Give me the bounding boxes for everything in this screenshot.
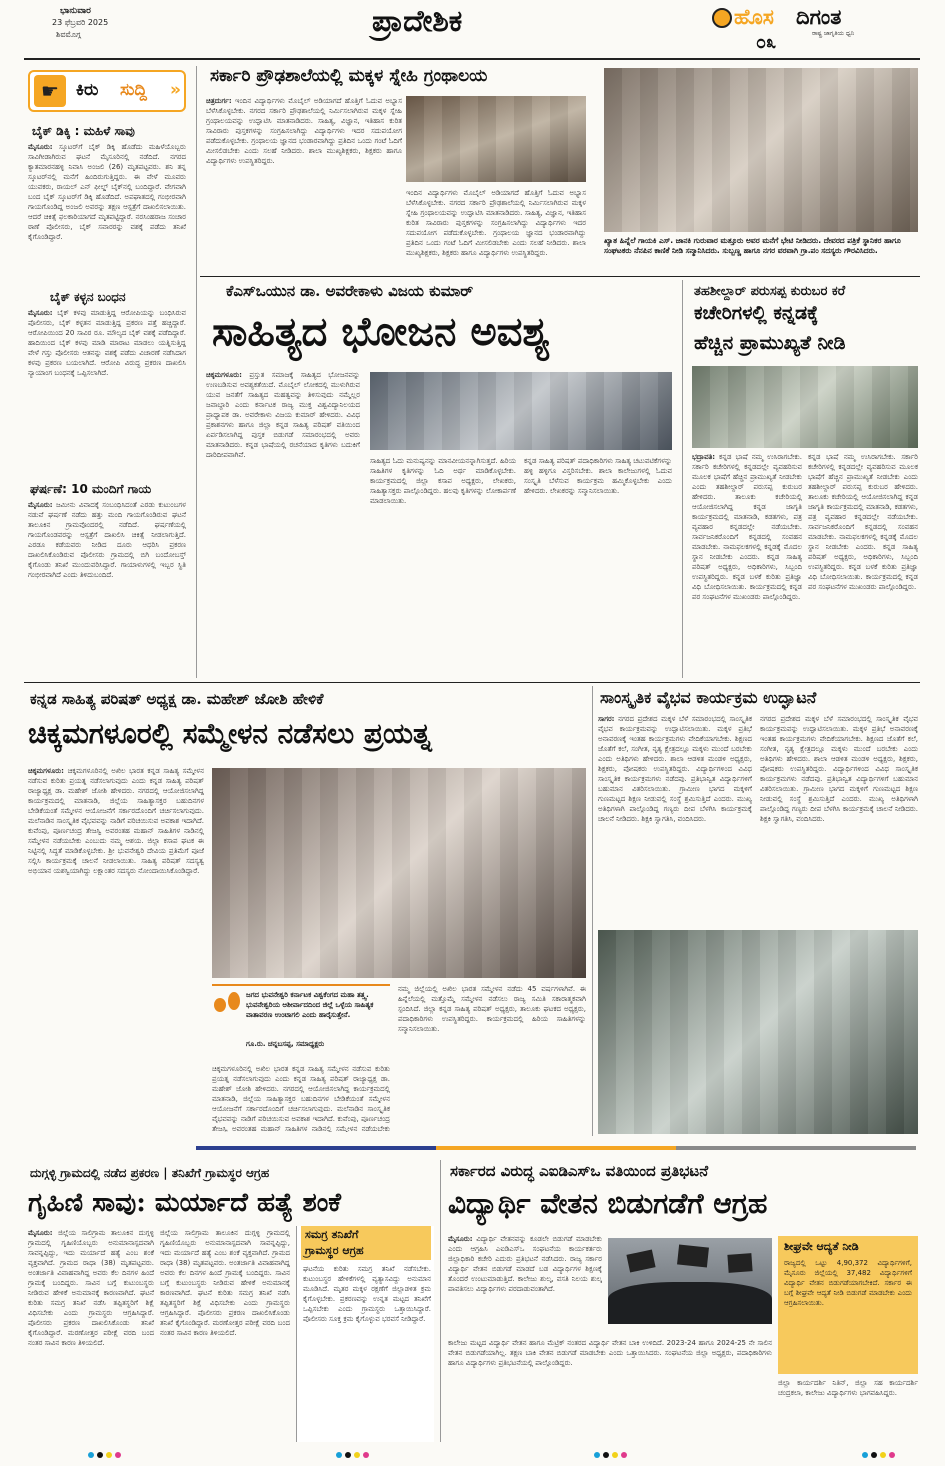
chikkamagaluru-kicker: ಕನ್ನಡ ಸಾಹಿತ್ಯ ಪರಿಷತ್ ಅಧ್ಯಕ್ಷ ಡಾ. ಮಹೇಶ್ ಜೋಶಿ ಹೇಳಿಕೆ [30,690,324,708]
aidso-body-col2 [448,1338,772,1442]
brief-place: ಮೈಸೂರು: [28,309,53,317]
sahitya-text: ಸಾಹಿತ್ಯದ ಓದು ಮನುಷ್ಯನನ್ನು ಮಾನವೀಯನನ್ನಾಗಿಸುತ್ತದೆ. ಹಿರಿಯ ಸಾಹಿತಿಗಳ ಕೃತಿಗಳನ್ನು ಓದಿ ಅರ್ಥ ಮಾಡಿಕೊಳ್ಳಬೇಕು. ಕಾರ್ಯಕ್ರಮದಲ್ಲಿ ಜಿಲ್ಲಾ ಕಸಾಪ ಅಧ್ಯಕ್ಷರು, ಲೇಖಕರು, ಸಾಹಿತ್ಯಾಸಕ್ತರು ಪಾಲ್ಗೊಂಡಿದ್ದರು. ಹಲವು ಕೃತಿಗಳನ್ನು ಲೋಕಾರ್ಪಣೆ ಮಾಡಲಾಯಿತು. [370,457,516,505]
masthead-rule [24,58,920,60]
chikkamagaluru-text: ಚಿಕ್ಕಮಗಳೂರಿನಲ್ಲಿ ಅಖಿಲ ಭಾರತ ಕನ್ನಡ ಸಾಹಿತ್ಯ ಸಮ್ಮೇಳನ ನಡೆಸುವ ಕುರಿತು ಪ್ರಯತ್ನ ನಡೆಸಲಾಗುವುದು ಎಂದು ಕನ್ನಡ ಸಾಹಿತ್ಯ ಪರಿಷತ್ ರಾಜ್ಯಾಧ್ಯಕ್ಷ ಡಾ. ಮಹೇಶ್ ಜೋಶಿ ಹೇಳಿದರು. ನಗರದಲ್ಲಿ ಆಯೋಜಿಸಲಾಗಿದ್ದ ಕಾರ್ಯಕ್ರಮದಲ್ಲಿ ಮಾತನಾಡಿ, ಜಿಲ್ಲೆಯ ಸಾಹಿತ್ಯಾಸಕ್ತರ ಬಹುದಿನಗಳ ಬೇಡಿಕೆಯಂತೆ ಸಮ್ಮೇಳನ ಆಯೋಜನೆಗೆ ಸರ್ಕಾರದೊಂದಿಗೆ ಚರ್ಚಿಸಲಾಗುವುದು. ಮಲೆನಾಡಿನ ಸಾಂಸ್ಕೃತಿಕ ವೈಭವವನ್ನು ನಾಡಿಗೆ ಪರಿಚಯಿಸುವ ಅವಕಾಶ ಇದಾಗಿದೆ. ಕುವೆಂಪು, ಪೂರ್ಣಚಂದ್ರ ತೇಜಸ್ವಿ ಅವರಂತಹ ಮಹಾನ್ ಸಾಹಿತಿಗಳ ನಾಡಿನಲ್ಲಿ ಸಮ್ಮೇಳನ ನಡೆಯಬೇಕು ಎಂಬುದು ನಮ್ಮ ಆಶಯ. ಜಿಲ್ಲಾ ಕಸಾಪ ಘಟಕ ಈ ನಿಟ್ಟಿನಲ್ಲಿ ಸಿದ್ಧತೆ ಮಾಡಿಕೊಳ್ಳಬೇಕು. ಶ್ರೀ ಭುವನೇಶ್ವರಿ ದೇವಿಯ ಪ್ರತಿಮೆಗೆ ಪೂಜೆ ಸಲ್ಲಿಸಿ ಕಾರ್ಯಕ್ರಮಕ್ಕೆ ಚಾಲನೆ ನೀಡಲಾಯಿತು. ಸಾಹಿತ್ಯ ಪರಿಷತ್ ಸದಸ್ಯತ್ವ ಅಭಿಯಾನ ಯಶಸ್ವಿಯಾಗಿದ್ದು ಲಕ್ಷಾಂತರ ಸದಸ್ಯರು ನೋಂದಾಯಿಸಿಕೊಂಡಿದ್ದಾರೆ. [28,767,204,875]
chikkamagaluru-body-col2 [212,1064,390,1132]
felicitation-caption: ಖ್ಯಾತ ಹಿನ್ನೆಲೆ ಗಾಯಕಿ ಎಸ್. ಜಾನಕಿ ಗುರುವಾರ ಮತ್ತೂರು ಅವರ ಮನೆಗೆ ಭೇಟಿ ನೀಡಿದರು. ದೇವರದ ಪತ್ರಿಕೆ ಸ್ಥಾನಿಕರ ಹಾಗೂ ಸಂಘಟಕರು ನೆನಪಿನ ಕಾಣಿಕೆ ನೀಡಿ ಸನ್ಮಾನಿಸಿದರು. ಸುಬ್ಬಣ್ಣ ಹಾಗೂ ನಗರ ವರವಾಗಿ ಗ್ರಾ.ಪಂ ಸದಸ್ಯರು ಗೌರವಿಸಿದರು. [604,236,901,255]
chikkamagaluru-text: ನಮ್ಮ ಜಿಲ್ಲೆಯಲ್ಲಿ ಅಖಿಲ ಭಾರತ ಸಮ್ಮೇಳನ ನಡೆದು 45 ವರ್ಷಗಳಾಗಿವೆ. ಈ ಹಿನ್ನೆಲೆಯಲ್ಲಿ ಮತ್ತೊಮ್ಮೆ ಸಮ್ಮೇಳನ ನಡೆಸಲು ರಾಜ್ಯ ಸಮಿತಿ ಸಕಾರಾತ್ಮಕವಾಗಿ ಸ್ಪಂದಿಸಿದೆ. ಜಿಲ್ಲಾ ಕನ್ನಡ ಸಾಹಿತ್ಯ ಪರಿಷತ್ ಅಧ್ಯಕ್ಷರು, ತಾಲೂಕು ಘಟಕದ ಅಧ್ಯಕ್ಷರು, ಪದಾಧಿಕಾರಿಗಳು ಉಪಸ್ಥಿತರಿದ್ದರು. ಕಾರ್ಯಕ್ರಮದಲ್ಲಿ ಹಿರಿಯ ಸಾಹಿತಿಗಳನ್ನು ಸನ್ಮಾನಿಸಲಾಯಿತು. [398,985,586,1033]
registration-dots [862,1452,895,1458]
gruhini-body-col2 [160,1228,290,1442]
brief-headline: ಘರ್ಷಣೆ: 10 ಮಂದಿಗೆ ಗಾಯ [30,482,152,496]
tahsildar-text: ಕನ್ನಡ ಭಾಷೆ ನಮ್ಮ ಉಸಿರಾಗಬೇಕು. ಸರ್ಕಾರಿ ಕಚೇರಿಗಳಲ್ಲಿ ಕನ್ನಡದಲ್ಲೇ ವ್ಯವಹರಿಸುವ ಮೂಲಕ ಭಾಷೆಗೆ ಹೆಚ್ಚಿನ ಪ್ರಾಮುಖ್ಯತೆ ನೀಡಬೇಕು ಎಂದು ತಹಶೀಲ್ದಾರ್ ಪರುಸಪ್ಪ ಕುರುಬರ ಹೇಳಿದರು. ತಾಲೂಕು ಕಚೇರಿಯಲ್ಲಿ ಆಯೋಜಿಸಲಾಗಿದ್ದ ಕನ್ನಡ ಜಾಗೃತಿ ಕಾರ್ಯಕ್ರಮದಲ್ಲಿ ಮಾತನಾಡಿ, ಕಡತಗಳು, ಪತ್ರ ವ್ಯವಹಾರ ಕನ್ನಡದಲ್ಲೇ ನಡೆಯಬೇಕು. ಸಾರ್ವಜನಿಕರೊಂದಿಗೆ ಕನ್ನಡದಲ್ಲಿ ಸಂವಹನ ಮಾಡಬೇಕು. ನಾಮಫಲಕಗಳಲ್ಲಿ ಕನ್ನಡಕ್ಕೆ ಮೊದಲ ಸ್ಥಾನ ನೀಡಬೇಕು ಎಂದರು. ಕನ್ನಡ ಸಾಹಿತ್ಯ ಪರಿಷತ್ ಅಧ್ಯಕ್ಷರು, ಅಧಿಕಾರಿಗಳು, ಸಿಬ್ಬಂದಿ ಉಪಸ್ಥಿತರಿದ್ದರು. ಕನ್ನಡ ಬಳಕೆ ಕುರಿತು ಪ್ರತಿಜ್ಞಾ ವಿಧಿ ಬೋಧಿಸಲಾಯಿತು. ಕಾರ್ಯಕ್ರಮದಲ್ಲಿ ಕನ್ನಡ ಪರ ಸಂಘಟನೆಗಳ ಮುಖಂಡರು ಪಾಲ್ಗೊಂಡಿದ್ದರು. [808,453,918,591]
page-number: ೦೩ [756,32,777,53]
chikkamagaluru-text: ಚಿಕ್ಕಮಗಳೂರಿನಲ್ಲಿ ಅಖಿಲ ಭಾರತ ಕನ್ನಡ ಸಾಹಿತ್ಯ ಸಮ್ಮೇಳನ ನಡೆಸುವ ಕುರಿತು ಪ್ರಯತ್ನ ನಡೆಸಲಾಗುವುದು ಎಂದು ಕನ್ನಡ ಸಾಹಿತ್ಯ ಪರಿಷತ್ ರಾಜ್ಯಾಧ್ಯಕ್ಷ ಡಾ. ಮಹೇಶ್ ಜೋಶಿ ಹೇಳಿದರು. ನಗರದಲ್ಲಿ ಆಯೋಜಿಸಲಾಗಿದ್ದ ಕಾರ್ಯಕ್ರಮದಲ್ಲಿ ಮಾತನಾಡಿ, ಜಿಲ್ಲೆಯ ಸಾಹಿತ್ಯಾಸಕ್ತರ ಬಹುದಿನಗಳ ಬೇಡಿಕೆಯಂತೆ ಸಮ್ಮೇಳನ ಆಯೋಜನೆಗೆ ಸರ್ಕಾರದೊಂದಿಗೆ ಚರ್ಚಿಸಲಾಗುವುದು. ಮಲೆನಾಡಿನ ಸಾಂಸ್ಕೃತಿಕ ವೈಭವವನ್ನು ನಾಡಿಗೆ ಪರಿಚಯಿಸುವ ಅವಕಾಶ ಇದಾಗಿದೆ. ಕುವೆಂಪು, ಪೂರ್ಣಚಂದ್ರ ತೇಜಸ್ವಿ ಅವರಂತಹ ಮಹಾನ್ ಸಾಹಿತಿಗಳ ನಾಡಿನಲ್ಲಿ ಸಮ್ಮೇಳನ ನಡೆಯಬೇಕು [212,1065,390,1132]
sahitya-text: ಪ್ರಸ್ತುತ ಸಮಾಜಕ್ಕೆ ಸಾಹಿತ್ಯದ ಭೋಜನವನ್ನು ಉಣಬಡಿಸುವ ಅವಶ್ಯಕತೆಯಿದೆ. ಮೊಬೈಲ್ ಲೋಕದಲ್ಲಿ ಮುಳುಗಿರುವ ಯುವ ಜನತೆಗೆ ಸಾಹಿತ್ಯದ ಮಹತ್ವವನ್ನು ತಿಳಿಸುವುದು ನಮ್ಮೆಲ್ಲರ ಜವಾಬ್ದಾರಿ ಎಂದು ಕರ್ನಾಟಕ ರಾಜ್ಯ ಮುಕ್ತ ವಿಶ್ವವಿದ್ಯಾನಿಲಯದ ಪ್ರಾಧ್ಯಾಪಕ ಡಾ. ಅವರೇಕಾಳು ವಿಜಯ ಕುಮಾರ್ ಹೇಳಿದರು. ವಿವಿಧ ಪ್ರಕಾಶನಗಳು ಹಾಗೂ ಜಿಲ್ಲಾ ಕನ್ನಡ ಸಾಹಿತ್ಯ ಪರಿಷತ್ ವತಿಯಿಂದ ಏರ್ಪಡಿಸಲಾಗಿದ್ದ ಪುಸ್ತಕ ಬಿಡುಗಡೆ ಸಮಾರಂಭದಲ್ಲಿ ಅವರು ಮಾತನಾಡಿದರು. ಕನ್ನಡ ಭಾಷೆಯಲ್ಲಿ ರಚನೆಯಾದ ಕೃತಿಗಳು ಬದುಕಿಗೆ ದಾರಿದೀಪವಾಗಿವೆ. [206,371,360,459]
registration-dots [88,1452,121,1458]
sahitya-body-col2 [370,456,516,680]
aidso-body-col1 [448,1234,602,1338]
library-body-col2 [406,188,586,266]
tahsildar-headline-line2: ಕಚೇರಿಗಳಲ್ಲಿ ಕನ್ನಡಕ್ಕೆ [694,302,819,324]
aidso-sidebox-text: ರಾಜ್ಯದಲ್ಲಿ ಒಟ್ಟು 4,90,372 ವಿದ್ಯಾರ್ಥಿಗಳಿಗೆ, ಮೈಸೂರು ಜಿಲ್ಲೆಯಲ್ಲಿ 37,482 ವಿದ್ಯಾರ್ಥಿಗಳಿಗೆ ವಿದ್ಯಾರ್ಥಿ ವೇತನ ಬಿಡುಗಡೆಯಾಗಬೇಕಿದೆ. ಸರ್ಕಾರ ಈ ಬಗ್ಗೆ ಶೀಘ್ರವೇ ಆದ್ಯತೆ ನೀಡಿ ಬಿಡುಗಡೆ ಮಾಡಬೇಕು ಎಂದು ಆಗ್ರಹಿಸಲಾಯಿತು. [784,1259,912,1307]
brief-body [28,308,186,470]
brief-headline: ಬೈಕ್ ಡಿಕ್ಕಿ : ಮಹಿಳೆ ಸಾವು [32,124,135,138]
aidso-kicker: ಸರ್ಕಾರದ ವಿರುದ್ಧ ಎಐಡಿಎಸ್‌ಒ ವತಿಯಿಂದ ಪ್ರತಿಭಟನೆ [450,1162,709,1180]
gruhini-sidebox-header [301,1226,431,1260]
quote-box [212,984,390,1060]
paper-name-part2: ದಿಗಂತ [796,4,842,29]
protest-crowd [608,1282,772,1324]
gruhini-body-col1 [28,1228,154,1442]
book-release-photo [370,372,672,450]
brief-body [28,500,186,672]
brief-place: ಮೈಸೂರು: [28,501,53,509]
kirusuddi-banner [28,70,186,112]
column-divider [592,686,593,1136]
color-rule-blue [196,1146,436,1150]
samskritika-place: ಸಾಗರ: [598,715,615,723]
masthead-city: ಶಿವಮೊಗ್ಗ [56,30,81,39]
brief-text: ಬೈಕ್ ಕಳವು ಮಾಡುತ್ತಿದ್ದ ಆರೋಪಿಯನ್ನು ಬಂಧಿಸಿರುವ ಪೊಲೀಸರು, ಬೈಕ್ ಕಳ್ಳತನ ಮಾಡುತ್ತಿದ್ದ ಪ್ರಕರಣ ಪತ್ತೆ ಹಚ್ಚಿದ್ದಾರೆ. ಆರೋಪಿಯಿಂದ 20 ಸಾವಿರ ರೂ. ಮೌಲ್ಯದ ಬೈಕ್ ವಶಕ್ಕೆ ಪಡೆದಿದ್ದಾರೆ. ಹಾದಿಯಿಂದ ಬೈಕ್ ಕಳವು ಮಾಡಿ ಮಾರಾಟ ಮಾಡಲು ಯತ್ನಿಸುತ್ತಿದ್ದ ವೇಳೆ ಗಸ್ತು ಪೊಲೀಸರು ಆತನನ್ನು ವಶಕ್ಕೆ ಪಡೆದು ವಿಚಾರಣೆ ನಡೆಸಿದಾಗ ಕಳವು ಪ್ರಕರಣ ಬಯಲಾಗಿದೆ. ಆರೋಪಿ ವಿರುದ್ಧ ಪ್ರಕರಣ ದಾಖಲಿಸಿ ನ್ಯಾಯಾಂಗ ಬಂಧನಕ್ಕೆ ಒಪ್ಪಿಸಲಾಗಿದೆ. [28,309,186,377]
sidebox-title-line2: ಗ್ರಾಮಸ್ಥರ ಆಗ್ರಹ [305,1244,364,1257]
tahsildar-headline-line3: ಹೆಚ್ಚಿನ ಪ್ರಾಮುಖ್ಯತೆ ನೀಡಿ [694,332,846,354]
protest-placard-icon [727,1253,752,1273]
samskritika-body-col2 [760,714,918,926]
tahsildar-body-col1 [692,452,802,678]
sahitya-body-col3 [524,456,672,680]
library-place: ಚಿತ್ರದುರ್ಗ: [206,97,232,105]
section-rule [200,276,920,277]
samskritika-body-col1 [598,714,752,926]
column-divider [682,280,683,678]
cultural-event-photo [598,930,918,1134]
aidso-headline: ವಿದ್ಯಾರ್ಥಿ ವೇತನ ಬಿಡುಗಡೆಗೆ ಆಗ್ರಹ [448,1187,768,1220]
gruhini-headline: ಗೃಹಿಣಿ ಸಾವು: ಮರ್ಯಾದೆ ಹತ್ಯೆ ಶಂಕೆ [28,1188,342,1218]
color-rule-orange [436,1146,676,1150]
brief-text: ಸ್ಕೂಟರ್‌ಗೆ ಬೈಕ್ ಡಿಕ್ಕಿ ಹೊಡೆದು ಮಹಿಳೆಯೊಬ್ಬರು ಸಾವಿಗೀಡಾಗಿರುವ ಘಟನೆ ಮೈಸೂರಿನಲ್ಲಿ ನಡೆದಿದೆ. ನಗರದ ಕ್ಯಾತಮಾರನಹಳ್ಳಿ ನಿವಾಸಿ ಅಂಜಲಿ (26) ಮೃತಪಟ್ಟವರು. ಶನಿ ತನ್ನ ಸ್ಕೂಟರ್‌ನಲ್ಲಿ ಮನೆಗೆ ಹಿಂದಿರುಗುತ್ತಿದ್ದರು. ಈ ವೇಳೆ ಮೂವರು ಯುವಕರು, ರಾಯಲ್ ಎನ್ ಫೀಲ್ಡ್ ಬೈಕ್‌ನಲ್ಲಿ ಬಂದಿದ್ದಾರೆ. ವೇಗವಾಗಿ ಬಂದ ಬೈಕ್ ಸ್ಕೂಟರ್‌ಗೆ ಡಿಕ್ಕಿ ಹೊಡೆದಿದೆ. ಅಪಘಾತದಲ್ಲಿ ಗಂಭೀರವಾಗಿ ಗಾಯಗೊಂಡಿದ್ದ ಅಂಜಲಿ ಅವರನ್ನು ತಕ್ಷಣ ಆಸ್ಪತ್ರೆಗೆ ದಾಖಲಿಸಲಾಯಿತು. ಆದರೆ ಚಿಕಿತ್ಸೆ ಫಲಕಾರಿಯಾಗದೆ ಮೃತಪಟ್ಟಿದ್ದಾರೆ. ನರಸಿಂಹರಾಜ ಸಂಚಾರ ಠಾಣೆ ಪೊಲೀಸರು, ಬೈಕ್ ಸವಾರರನ್ನು ವಶಕ್ಕೆ ಪಡೆದು ತನಿಖೆ ಕೈಗೊಂಡಿದ್ದಾರೆ. [28,143,186,241]
aidso-text: ವಿದ್ಯಾರ್ಥಿ ವೇತನವನ್ನು ಕೂಡಲೇ ಬಿಡುಗಡೆ ಮಾಡಬೇಕು ಎಂದು ಆಗ್ರಹಿಸಿ ಎಐಡಿಎಸ್‌ಒ ಸಂಘಟನೆಯ ಕಾರ್ಯಕರ್ತರು ಜಿಲ್ಲಾಧಿಕಾರಿ ಕಚೇರಿ ಎದುರು ಪ್ರತಿಭಟನೆ ನಡೆಸಿದರು. ರಾಜ್ಯ ಸರ್ಕಾರ ವಿದ್ಯಾರ್ಥಿ ವೇತನ ಬಿಡುಗಡೆ ಮಾಡದೆ ಬಡ ವಿದ್ಯಾರ್ಥಿಗಳ ಶಿಕ್ಷಣಕ್ಕೆ ತೊಂದರೆ ಉಂಟುಮಾಡುತ್ತಿದೆ. ಕಾಲೇಜು ಶುಲ್ಕ, ವಸತಿ ನಿಲಯ ಶುಲ್ಕ ಪಾವತಿಸಲು ವಿದ್ಯಾರ್ಥಿಗಳು ಪರದಾಡುವಂತಾಗಿದೆ. [448,1235,602,1293]
tahsildar-kicker: ತಹಶೀಲ್ದಾರ್ ಪರುಸಪ್ಪ ಕುರುಬರ ಕರೆ [694,284,846,299]
kirusuddi-label-b: ಸುದ್ದಿ [120,80,147,100]
sahitya-place: ಚಿಕ್ಕಮಗಳೂರು: [206,371,242,379]
library-photo [406,96,586,182]
pointing-hand-icon: ☛ [34,75,66,107]
aidso-place: ಮೈಸೂರು: [448,1235,473,1243]
quote-author: ಗೂ.ರು. ಚನ್ನಬಸಪ್ಪ, ಸಮಾಧ್ಯಕ್ಷರು [246,1040,325,1048]
library-text: ಇಂದಿನ ವಿದ್ಯಾರ್ಥಿಗಳು ಮೊಬೈಲ್ ಅಡಿಯಾಗದೆ ಹೊತ್ತಿಗೆ ಓದುವ ಅಭ್ಯಾಸ ಬೆಳೆಸಿಕೊಳ್ಳಬೇಕು. ನಗರದ ಸರ್ಕಾರಿ ಪ್ರೌಢಶಾಲೆಯಲ್ಲಿ ನಿರ್ಮಿಸಲಾಗಿರುವ ಮಕ್ಕಳ ಸ್ನೇಹಿ ಗ್ರಂಥಾಲಯವನ್ನು ಉದ್ಘಾಟಿಸಿ ಮಾತನಾಡಿದರು. ಸಾಹಿತ್ಯ, ವಿಜ್ಞಾನ, ಇತಿಹಾಸ ಕುರಿತ ಸಾವಿರಾರು ಪುಸ್ತಕಗಳನ್ನು ಸಂಗ್ರಹಿಸಲಾಗಿದ್ದು ವಿದ್ಯಾರ್ಥಿಗಳು ಇದರ ಸದುಪಯೋಗ ಪಡೆದುಕೊಳ್ಳಬೇಕು. ಗ್ರಂಥಾಲಯ ಜ್ಞಾನದ ಭಂಡಾರವಾಗಿದ್ದು ಪ್ರತಿದಿನ ಒಂದು ಗಂಟೆ ಓದಿಗೆ ಮೀಸಲಿಡಬೇಕು ಎಂದು ಸಲಹೆ ನೀಡಿದರು. ಶಾಲಾ ಮುಖ್ಯಶಿಕ್ಷಕರು, ಶಿಕ್ಷಕರು ಹಾಗೂ ವಿದ್ಯಾರ್ಥಿಗಳು ಉಪಸ್ಥಿತರಿದ್ದರು. [206,97,402,165]
column-divider [440,1160,441,1442]
gruhini-kicker: ದುಗ್ಗಳ್ಳಿ ಗ್ರಾಮದಲ್ಲಿ ನಡೆದ ಪ್ರಕರಣ | ತನಿಖೆಗೆ ಗ್ರಾಮಸ್ಥರ ಆಗ್ರಹ [30,1166,270,1180]
section-rule [24,682,920,683]
gruhini-text: ಜಿಲ್ಲೆಯ ಸಾಲಿಗ್ರಾಮ ತಾಲೂಕಿನ ದುಗ್ಗಳ್ಳಿ ಗ್ರಾಮದಲ್ಲಿ ಗೃಹಿಣಿಯೊಬ್ಬರು ಅನುಮಾನಾಸ್ಪದವಾಗಿ ಸಾವನ್ನಪ್ಪಿದ್ದು, ಇದು ಮರ್ಯಾದೆ ಹತ್ಯೆ ಎಂಬ ಶಂಕೆ ವ್ಯಕ್ತವಾಗಿದೆ. ಗ್ರಾಮದ ರಾಧಾ (38) ಮೃತಪಟ್ಟವರು. ಅಂತರ್ಜಾತಿ ವಿವಾಹವಾಗಿದ್ದ ಅವರು ಕೆಲ ದಿನಗಳ ಹಿಂದೆ ಗ್ರಾಮಕ್ಕೆ ಬಂದಿದ್ದರು. ಸಾವಿನ ಬಗ್ಗೆ ಕುಟುಂಬಸ್ಥರು ನೀಡಿರುವ ಹೇಳಿಕೆ ಅನುಮಾನಕ್ಕೆ ಕಾರಣವಾಗಿದೆ. ಘಟನೆ ಕುರಿತು ಸಮಗ್ರ ತನಿಖೆ ನಡೆಸಿ ತಪ್ಪಿತಸ್ಥರಿಗೆ ಶಿಕ್ಷೆ ವಿಧಿಸಬೇಕು ಎಂದು ಗ್ರಾಮಸ್ಥರು ಆಗ್ರಹಿಸಿದ್ದಾರೆ. ಪೊಲೀಸರು ಪ್ರಕರಣ ದಾಖಲಿಸಿಕೊಂಡು ತನಿಖೆ ಕೈಗೊಂಡಿದ್ದಾರೆ. ಮರಣೋತ್ತರ ಪರೀಕ್ಷೆ ವರದಿ ಬಂದ ನಂತರ ಸಾವಿನ ಕಾರಣ ತಿಳಿಯಲಿದೆ. [28,1229,154,1347]
paper-tagline: ರಾಷ್ಟ್ರ ಜಾಗೃತಿಯ ಧ್ವನಿ [812,30,855,37]
color-rule-gray [676,1146,916,1150]
sahitya-text: ಕನ್ನಡ ಸಾಹಿತ್ಯ ಪರಿಷತ್ ಪದಾಧಿಕಾರಿಗಳು ಸಾಹಿತ್ಯ ಚಟುವಟಿಕೆಗಳನ್ನು ಹಳ್ಳಿ ಹಳ್ಳಿಗೂ ವಿಸ್ತರಿಸಬೇಕು. ಶಾಲಾ ಕಾಲೇಜುಗಳಲ್ಲಿ ಓದುವ ಸಂಸ್ಕೃತಿ ಬೆಳೆಸುವ ಕಾರ್ಯಕ್ರಮ ಹಮ್ಮಿಕೊಳ್ಳಬೇಕು ಎಂದು ಹೇಳಿದರು. ಲೇಖಕರನ್ನು ಸನ್ಮಾನಿಸಲಾಯಿತು. [524,457,672,495]
felicitation-photo [604,68,918,232]
aidso-footer-text: ಜಿಲ್ಲಾ ಕಾರ್ಯದರ್ಶಿ ನಿತಿನ್, ಜಿಲ್ಲಾ ಸಹ ಕಾರ್ಯದರ್ಶಿ ಚಂದ್ರಕಲಾ, ಕಾಲೇಜು ವಿದ್ಯಾರ್ಥಿಗಳು ಭಾಗವಹಿಸಿದ್ದರು. [778,1379,918,1397]
aidso-sidebox-title: ಶೀಘ್ರವೇ ಆದ್ಯತೆ ನೀಡಿ [784,1240,859,1253]
brief-body [28,142,186,278]
library-text: ಇಂದಿನ ವಿದ್ಯಾರ್ಥಿಗಳು ಮೊಬೈಲ್ ಅಡಿಯಾಗದೆ ಹೊತ್ತಿಗೆ ಓದುವ ಅಭ್ಯಾಸ ಬೆಳೆಸಿಕೊಳ್ಳಬೇಕು. ನಗರದ ಸರ್ಕಾರಿ ಪ್ರೌಢಶಾಲೆಯಲ್ಲಿ ನಿರ್ಮಿಸಲಾಗಿರುವ ಮಕ್ಕಳ ಸ್ನೇಹಿ ಗ್ರಂಥಾಲಯವನ್ನು ಉದ್ಘಾಟಿಸಿ ಮಾತನಾಡಿದರು. ಸಾಹಿತ್ಯ, ವಿಜ್ಞಾನ, ಇತಿಹಾಸ ಕುರಿತ ಸಾವಿರಾರು ಪುಸ್ತಕಗಳನ್ನು ಸಂಗ್ರಹಿಸಲಾಗಿದ್ದು ವಿದ್ಯಾರ್ಥಿಗಳು ಇದರ ಸದುಪಯೋಗ ಪಡೆದುಕೊಳ್ಳಬೇಕು. ಗ್ರಂಥಾಲಯ ಜ್ಞಾನದ ಭಂಡಾರವಾಗಿದ್ದು ಪ್ರತಿದಿನ ಒಂದು ಗಂಟೆ ಓದಿಗೆ ಮೀಸಲಿಡಬೇಕು ಎಂದು ಸಲಹೆ ನೀಡಿದರು. ಶಾಲಾ ಮುಖ್ಯಶಿಕ್ಷಕರು, ಶಿಕ್ಷಕರು ಹಾಗೂ ವಿದ್ಯಾರ್ಥಿಗಳು ಉಪಸ್ಥಿತರಿದ್ದರು. [406,189,586,257]
tahsildar-text: ಕನ್ನಡ ಭಾಷೆ ನಮ್ಮ ಉಸಿರಾಗಬೇಕು. ಸರ್ಕಾರಿ ಕಚೇರಿಗಳಲ್ಲಿ ಕನ್ನಡದಲ್ಲೇ ವ್ಯವಹರಿಸುವ ಮೂಲಕ ಭಾಷೆಗೆ ಹೆಚ್ಚಿನ ಪ್ರಾಮುಖ್ಯತೆ ನೀಡಬೇಕು ಎಂದು ತಹಶೀಲ್ದಾರ್ ಪರುಸಪ್ಪ ಕುರುಬರ ಹೇಳಿದರು. ತಾಲೂಕು ಕಚೇರಿಯಲ್ಲಿ ಆಯೋಜಿಸಲಾಗಿದ್ದ ಕನ್ನಡ ಜಾಗೃತಿ ಕಾರ್ಯಕ್ರಮದಲ್ಲಿ ಮಾತನಾಡಿ, ಕಡತಗಳು, ಪತ್ರ ವ್ಯವಹಾರ ಕನ್ನಡದಲ್ಲೇ ನಡೆಯಬೇಕು. ಸಾರ್ವಜನಿಕರೊಂದಿಗೆ ಕನ್ನಡದಲ್ಲಿ ಸಂವಹನ ಮಾಡಬೇಕು. ನಾಮಫಲಕಗಳಲ್ಲಿ ಕನ್ನಡಕ್ಕೆ ಮೊದಲ ಸ್ಥಾನ ನೀಡಬೇಕು ಎಂದರು. ಕನ್ನಡ ಸಾಹಿತ್ಯ ಪರಿಷತ್ ಅಧ್ಯಕ್ಷರು, ಅಧಿಕಾರಿಗಳು, ಸಿಬ್ಬಂದಿ ಉಪಸ್ಥಿತರಿದ್ದರು. ಕನ್ನಡ ಬಳಕೆ ಕುರಿತು ಪ್ರತಿಜ್ಞಾ ವಿಧಿ ಬೋಧಿಸಲಾಯಿತು. ಕಾರ್ಯಕ್ರಮದಲ್ಲಿ ಕನ್ನಡ ಪರ ಸಂಘಟನೆಗಳ ಮುಖಂಡರು ಪಾಲ್ಗೊಂಡಿದ್ದರು. [692,453,802,601]
masthead-day: ಭಾನುವಾರ [60,6,91,16]
brief-headline: ಬೈಕ್ ಕಳ್ಳನ ಬಂಧನ [50,290,126,304]
chikkamagaluru-headline: ಚಿಕ್ಕಮಗಳೂರಲ್ಲಿ ಸಮ್ಮೇಳನ ನಡೆಸಲು ಪ್ರಯತ್ನ [28,717,432,750]
gruhini-text: ಜಿಲ್ಲೆಯ ಸಾಲಿಗ್ರಾಮ ತಾಲೂಕಿನ ದುಗ್ಗಳ್ಳಿ ಗ್ರಾಮದಲ್ಲಿ ಗೃಹಿಣಿಯೊಬ್ಬರು ಅನುಮಾನಾಸ್ಪದವಾಗಿ ಸಾವನ್ನಪ್ಪಿದ್ದು, ಇದು ಮರ್ಯಾದೆ ಹತ್ಯೆ ಎಂಬ ಶಂಕೆ ವ್ಯಕ್ತವಾಗಿದೆ. ಗ್ರಾಮದ ರಾಧಾ (38) ಮೃತಪಟ್ಟವರು. ಅಂತರ್ಜಾತಿ ವಿವಾಹವಾಗಿದ್ದ ಅವರು ಕೆಲ ದಿನಗಳ ಹಿಂದೆ ಗ್ರಾಮಕ್ಕೆ ಬಂದಿದ್ದರು. ಸಾವಿನ ಬಗ್ಗೆ ಕುಟುಂಬಸ್ಥರು ನೀಡಿರುವ ಹೇಳಿಕೆ ಅನುಮಾನಕ್ಕೆ ಕಾರಣವಾಗಿದೆ. ಘಟನೆ ಕುರಿತು ಸಮಗ್ರ ತನಿಖೆ ನಡೆಸಿ ತಪ್ಪಿತಸ್ಥರಿಗೆ ಶಿಕ್ಷೆ ವಿಧಿಸಬೇಕು ಎಂದು ಗ್ರಾಮಸ್ಥರು ಆಗ್ರಹಿಸಿದ್ದಾರೆ. ಪೊಲೀಸರು ಪ್ರಕರಣ ದಾಖಲಿಸಿಕೊಂಡು ತನಿಖೆ ಕೈಗೊಂಡಿದ್ದಾರೆ. ಮರಣೋತ್ತರ ಪರೀಕ್ಷೆ ವರದಿ ಬಂದ ನಂತರ ಸಾವಿನ ಕಾರಣ ತಿಳಿಯಲಿದೆ. [160,1229,290,1337]
sahitya-kicker: ಕೆಎಸ್‌ಒಯುನ ಡಾ. ಅವರೇಕಾಳು ವಿಜಯ ಕುಮಾರ್ [226,282,474,300]
aidso-text: ಕಾಲೇಜು ಮಟ್ಟದ ವಿದ್ಯಾರ್ಥಿ ವೇತನ ಹಾಗೂ ಮೆಟ್ರಿಕ್ ನಂತರದ ವಿದ್ಯಾರ್ಥಿ ವೇತನ ಬಾಕಿ ಉಳಿದಿದೆ. 2023-24 ಹಾಗೂ 2024-25 ನೇ ಸಾಲಿನ ವೇತನ ಬಿಡುಗಡೆಯಾಗಿಲ್ಲ. ತಕ್ಷಣ ಬಾಕಿ ವೇತನ ಬಿಡುಗಡೆ ಮಾಡಬೇಕು ಎಂದು ಒತ್ತಾಯಿಸಿದರು. ಸಂಘಟನೆಯ ಜಿಲ್ಲಾ ಅಧ್ಯಕ್ಷರು, ಪದಾಧಿಕಾರಿಗಳು ಹಾಗೂ ವಿದ್ಯಾರ್ಥಿಗಳು ಪ್ರತಿಭಟನೆಯಲ್ಲಿ ಪಾಲ್ಗೊಂಡಿದ್ದರು. [448,1339,772,1367]
sidebox-title-line1: ಸಮಗ್ರ ತನಿಖೆಗೆ [305,1228,359,1241]
tahsildar-body-col2 [808,452,918,678]
chikkamagaluru-place: ಚಿಕ್ಕಮಗಳೂರು: [28,767,64,775]
brief-text: ಜಮೀನು ವಿವಾದಕ್ಕೆ ಸಂಬಂಧಿಸಿದಂತೆ ಎರಡು ಕುಟುಂಬಗಳ ನಡುವೆ ಘರ್ಷಣೆ ನಡೆದು ಹತ್ತು ಮಂದಿ ಗಾಯಗೊಂಡಿರುವ ಘಟನೆ ತಾಲೂಕಿನ ಗ್ರಾಮವೊಂದರಲ್ಲಿ ನಡೆದಿದೆ. ಘರ್ಷಣೆಯಲ್ಲಿ ಗಾಯಗೊಂಡವರನ್ನು ಆಸ್ಪತ್ರೆಗೆ ದಾಖಲಿಸಿ ಚಿಕಿತ್ಸೆ ನೀಡಲಾಗುತ್ತಿದೆ. ಎರಡೂ ಕಡೆಯವರು ನೀಡಿದ ದೂರು ಆಧರಿಸಿ ಪ್ರಕರಣ ದಾಖಲಿಸಿಕೊಂಡಿರುವ ಪೊಲೀಸರು ಗ್ರಾಮದಲ್ಲಿ ಬಿಗಿ ಬಂದೋಬಸ್ತ್ ಕೈಗೊಂಡು ತನಿಖೆ ಮುಂದುವರಿಸಿದ್ದಾರೆ. ಗಾಯಾಳುಗಳಲ್ಲಿ ಇಬ್ಬರ ಸ್ಥಿತಿ ಗಂಭೀರವಾಗಿದೆ ಎಂದು ತಿಳಿದುಬಂದಿದೆ. [28,501,186,579]
protest-placard-icon [677,1244,709,1267]
gruhini-sidebox [296,1226,434,1442]
column-divider [196,66,197,678]
registration-dots [594,1452,627,1458]
registration-dots [336,1452,369,1458]
sahitya-headline: ಸಾಹಿತ್ಯದ ಭೋಜನ ಅವಶ್ಯ [212,308,550,355]
bhuvaneshwari-photo [212,768,586,978]
masthead-date: 23 ಫೆಬ್ರವರಿ 2025 [52,18,109,27]
samskritika-text: ನಗರದ ಪ್ರದೇಶದ ಮಕ್ಕಳ ಬೆಳೆ ಸಮಾರಂಭದಲ್ಲಿ ಸಾಂಸ್ಕೃತಿಕ ವೈಭವ ಕಾರ್ಯಕ್ರಮವನ್ನು ಉದ್ಘಾಟಿಸಲಾಯಿತು. ಮಕ್ಕಳ ಪ್ರತಿಭೆ ಅನಾವರಣಕ್ಕೆ ಇಂತಹ ಕಾರ್ಯಕ್ರಮಗಳು ವೇದಿಕೆಯಾಗಬೇಕು. ಶಿಕ್ಷಣದ ಜೊತೆಗೆ ಕಲೆ, ಸಂಗೀತ, ನೃತ್ಯ ಕ್ಷೇತ್ರದಲ್ಲೂ ಮಕ್ಕಳು ಮುಂದೆ ಬರಬೇಕು ಎಂದು ಅತಿಥಿಗಳು ಹೇಳಿದರು. ಶಾಲಾ ಆಡಳಿತ ಮಂಡಳಿ ಅಧ್ಯಕ್ಷರು, ಶಿಕ್ಷಕರು, ಪೋಷಕರು ಉಪಸ್ಥಿತರಿದ್ದರು. ವಿದ್ಯಾರ್ಥಿಗಳಿಂದ ವಿವಿಧ ಸಾಂಸ್ಕೃತಿಕ ಕಾರ್ಯಕ್ರಮಗಳು ನಡೆದವು. ಪ್ರತಿಭಾನ್ವಿತ ವಿದ್ಯಾರ್ಥಿಗಳಿಗೆ ಬಹುಮಾನ ವಿತರಿಸಲಾಯಿತು. ಗ್ರಾಮೀಣ ಭಾಗದ ಮಕ್ಕಳಿಗೆ ಗುಣಮಟ್ಟದ ಶಿಕ್ಷಣ ನೀಡುವಲ್ಲಿ ಸಂಸ್ಥೆ ಶ್ರಮಿಸುತ್ತಿದೆ ಎಂದರು. ಮುಖ್ಯ ಅತಿಥಿಗಳಾಗಿ ಪಾಲ್ಗೊಂಡಿದ್ದ ಗಣ್ಯರು ದೀಪ ಬೆಳಗಿಸಿ ಕಾರ್ಯಕ್ರಮಕ್ಕೆ ಚಾಲನೆ ನೀಡಿದರು. ಶಿಕ್ಷಕಿ ಸ್ವಾಗತಿಸಿ, ವಂದಿಸಿದರು. [760,715,918,823]
gruhini-place: ಮೈಸೂರು: [28,1229,53,1237]
aidso-sidebox [778,1236,918,1374]
chevron-right-icon: » [170,80,181,100]
paper-name-part1: ಹೊಸ [734,4,774,29]
library-headline: ಸರ್ಕಾರಿ ಪ್ರೌಢಶಾಲೆಯಲ್ಲಿ ಮಕ್ಕಳ ಸ್ನೇಹಿ ಗ್ರಂಥಾಲಯ [210,66,488,86]
tahsildar-photo [692,366,918,448]
logo-sun-icon [712,8,732,28]
samskritika-headline: ಸಾಂಸ್ಕೃತಿಕ ವೈಭವ ಕಾರ್ಯಕ್ರಮ ಉದ್ಘಾಟನೆ [600,688,817,707]
quote-mark-icon [214,992,244,1018]
library-body-col1 [206,96,402,266]
sahitya-body-col1 [206,370,360,680]
chikkamagaluru-body-col1 [28,766,204,1132]
samskritika-text: ನಗರದ ಪ್ರದೇಶದ ಮಕ್ಕಳ ಬೆಳೆ ಸಮಾರಂಭದಲ್ಲಿ ಸಾಂಸ್ಕೃತಿಕ ವೈಭವ ಕಾರ್ಯಕ್ರಮವನ್ನು ಉದ್ಘಾಟಿಸಲಾಯಿತು. ಮಕ್ಕಳ ಪ್ರತಿಭೆ ಅನಾವರಣಕ್ಕೆ ಇಂತಹ ಕಾರ್ಯಕ್ರಮಗಳು ವೇದಿಕೆಯಾಗಬೇಕು. ಶಿಕ್ಷಣದ ಜೊತೆಗೆ ಕಲೆ, ಸಂಗೀತ, ನೃತ್ಯ ಕ್ಷೇತ್ರದಲ್ಲೂ ಮಕ್ಕಳು ಮುಂದೆ ಬರಬೇಕು ಎಂದು ಅತಿಥಿಗಳು ಹೇಳಿದರು. ಶಾಲಾ ಆಡಳಿತ ಮಂಡಳಿ ಅಧ್ಯಕ್ಷರು, ಶಿಕ್ಷಕರು, ಪೋಷಕರು ಉಪಸ್ಥಿತರಿದ್ದರು. ವಿದ್ಯಾರ್ಥಿಗಳಿಂದ ವಿವಿಧ ಸಾಂಸ್ಕೃತಿಕ ಕಾರ್ಯಕ್ರಮಗಳು ನಡೆದವು. ಪ್ರತಿಭಾನ್ವಿತ ವಿದ್ಯಾರ್ಥಿಗಳಿಗೆ ಬಹುಮಾನ ವಿತರಿಸಲಾಯಿತು. ಗ್ರಾಮೀಣ ಭಾಗದ ಮಕ್ಕಳಿಗೆ ಗುಣಮಟ್ಟದ ಶಿಕ್ಷಣ ನೀಡುವಲ್ಲಿ ಸಂಸ್ಥೆ ಶ್ರಮಿಸುತ್ತಿದೆ ಎಂದರು. ಮುಖ್ಯ ಅತಿಥಿಗಳಾಗಿ ಪಾಲ್ಗೊಂಡಿದ್ದ ಗಣ್ಯರು ದೀಪ ಬೆಳಗಿಸಿ ಕಾರ್ಯಕ್ರಮಕ್ಕೆ ಚಾಲನೆ ನೀಡಿದರು. ಶಿಕ್ಷಕಿ ಸ್ವಾಗತಿಸಿ, ವಂದಿಸಿದರು. [598,715,752,823]
chikkamagaluru-body-col3 [398,984,586,1132]
tahsildar-place: ಭದ್ರಾವತಿ: [692,453,716,461]
protest-placard-icon [626,1249,655,1272]
brief-place: ಮೈಸೂರು: [28,143,53,151]
kirusuddi-label-a: ಕಿರು [76,80,99,100]
sidebox-text: ಘಟನೆಯ ಕುರಿತು ಸಮಗ್ರ ತನಿಖೆ ನಡೆಸಬೇಕು. ಕುಟುಂಬಸ್ಥರ ಹೇಳಿಕೆಗಳಲ್ಲಿ ವ್ಯತ್ಯಾಸವಿದ್ದು ಅನುಮಾನ ಮೂಡಿಸಿದೆ. ಮೃತರ ಮಕ್ಕಳ ರಕ್ಷಣೆಗೆ ಜಿಲ್ಲಾಡಳಿತ ಕ್ರಮ ಕೈಗೊಳ್ಳಬೇಕು. ಪ್ರಕರಣವನ್ನು ಉನ್ನತ ಮಟ್ಟದ ತನಿಖೆಗೆ ಒಪ್ಪಿಸಬೇಕು ಎಂದು ಗ್ರಾಮಸ್ಥರು ಒತ್ತಾಯಿಸಿದ್ದಾರೆ. ಪೊಲೀಸರು ಸೂಕ್ತ ಕ್ರಮ ಕೈಗೊಳ್ಳುವ ಭರವಸೆ ನೀಡಿದ್ದಾರೆ. [303,1265,431,1323]
quote-text: ಜಗದ ಭುವನೇಶ್ವರಿ ಕರ್ನಾಟಕ ವಿಶ್ವಕೆಂಗದ ಮಹಾ ತತ್ತ್ವ. ಭುವನೇಶ್ವರಿಯ ಆಶೀರ್ವಾದದಿಂದ ಜಿಲ್ಲೆ ಒಳ್ಳೆಯ ಸಾಹಿತ್ಯಕ ವಾತಾವರಣ ಉಂಟಾಗಲಿ ಎಂದು ಹಾರೈಸುತ್ತೇನೆ. [246,991,374,1019]
protest-illustration [608,1238,772,1324]
paper-logo [712,4,920,42]
section-title: ಪ್ರಾದೇಶಿಕ [372,4,463,39]
